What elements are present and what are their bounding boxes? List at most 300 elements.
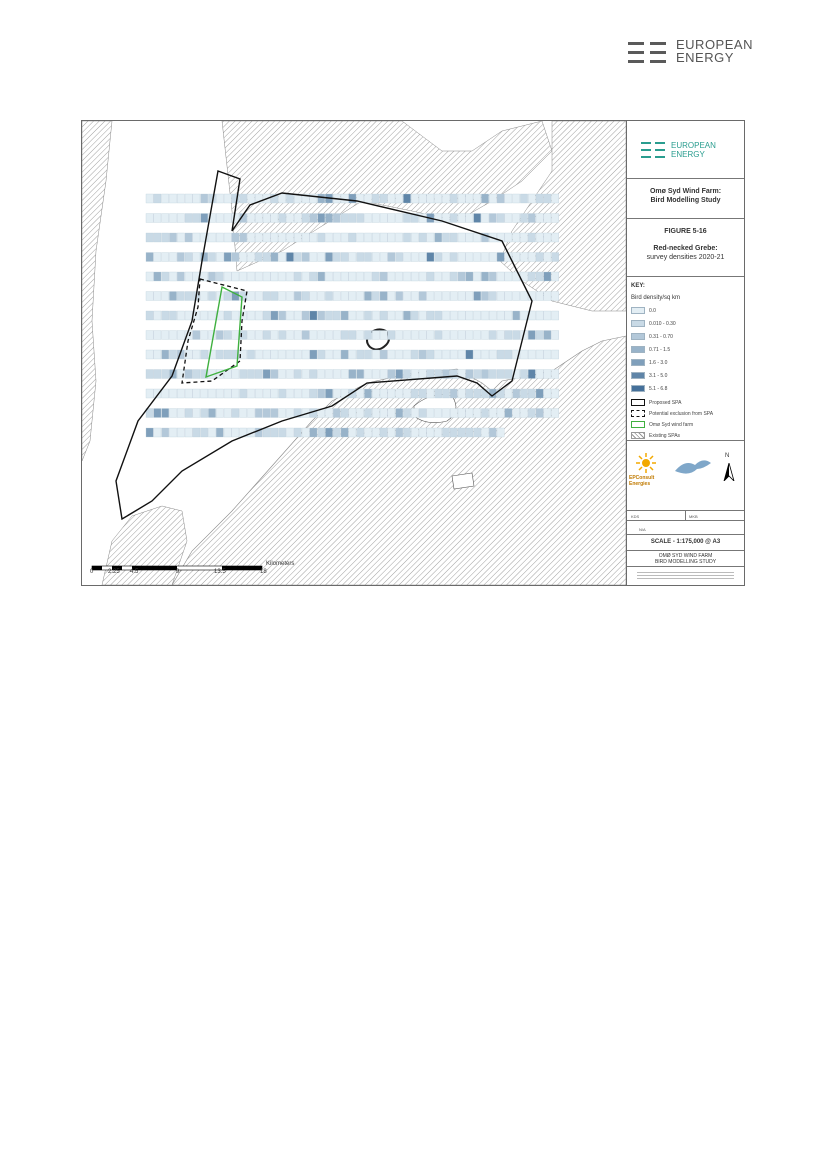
survey-cell [536,409,543,418]
survey-cell [263,331,270,340]
survey-cell [520,233,527,242]
survey-cell [435,233,442,242]
survey-cell [177,409,184,418]
survey-cell [497,214,504,223]
survey-cell [232,409,239,418]
survey-cell [201,331,208,340]
survey-cell [154,370,161,379]
survey-cell [481,350,488,359]
survey-cell [146,311,153,320]
survey-cell [279,214,286,223]
survey-cell [520,370,527,379]
survey-cell [450,233,457,242]
survey-cell [419,253,426,262]
survey-cell [185,253,192,262]
scale-tick-1: 2.25 [108,569,120,575]
survey-cell [201,409,208,418]
survey-cell [388,370,395,379]
survey-cell [325,350,332,359]
survey-cell [520,253,527,262]
survey-cell [388,292,395,301]
survey-cell [247,389,254,398]
survey-cell [357,428,364,437]
survey-cell [232,233,239,242]
panel-logo-line1: EUROPEAN [671,141,716,150]
survey-cell [528,233,535,242]
survey-cell [411,350,418,359]
survey-cell [458,331,465,340]
density-swatch [631,333,645,340]
survey-cell [411,253,418,262]
survey-cell [279,292,286,301]
survey-cell [536,389,543,398]
survey-cell [310,292,317,301]
survey-cell [318,272,325,281]
survey-cell [341,272,348,281]
survey-cell [310,428,317,437]
survey-cell [169,233,176,242]
survey-cell [263,389,270,398]
panel-title-box [627,179,744,219]
survey-cell [271,292,278,301]
survey-cell [372,233,379,242]
survey-cell [419,350,426,359]
survey-cell [325,409,332,418]
survey-cell [154,311,161,320]
survey-cell [302,253,309,262]
survey-cell [333,370,340,379]
survey-cell [489,292,496,301]
density-label: 3.1 - 5.0 [649,373,668,379]
survey-cell [403,331,410,340]
survey-cell [224,194,231,203]
survey-cell [481,370,488,379]
survey-cell [162,331,169,340]
survey-cell [427,253,434,262]
survey-cell [481,214,488,223]
survey-cell [146,370,153,379]
scale-tick-4: 13.5 [214,569,226,575]
survey-cell [419,292,426,301]
survey-cell [201,350,208,359]
survey-cell [520,409,527,418]
survey-cell [497,272,504,281]
survey-cell [372,272,379,281]
survey-cell [435,331,442,340]
survey-cell [146,292,153,301]
survey-cell [177,311,184,320]
survey-cell [380,389,387,398]
survey-cell [450,214,457,223]
survey-cell [349,214,356,223]
survey-cell [552,272,559,281]
survey-cell [286,233,293,242]
survey-cell [201,292,208,301]
survey-cell [325,233,332,242]
survey-cell [349,331,356,340]
survey-cell [177,214,184,223]
survey-cell [154,194,161,203]
survey-cell [349,253,356,262]
survey-cell [466,233,473,242]
survey-cell [185,428,192,437]
survey-cell [247,194,254,203]
survey-cell [318,389,325,398]
survey-cell [450,194,457,203]
survey-cell [271,272,278,281]
survey-cell [442,292,449,301]
survey-cell [364,350,371,359]
survey-cell [177,331,184,340]
survey-cell [201,214,208,223]
survey-cell [411,194,418,203]
survey-cell [419,311,426,320]
survey-cell [169,292,176,301]
survey-cell [224,272,231,281]
survey-cell [552,233,559,242]
survey-cell [528,331,535,340]
survey-cell [271,214,278,223]
survey-cell [489,409,496,418]
survey-cell [513,233,520,242]
survey-cell [162,194,169,203]
survey-cell [474,233,481,242]
survey-cell [544,194,551,203]
scale-text: SCALE - 1:175,000 @ A3 [650,539,721,545]
survey-cell [201,389,208,398]
survey-cell [255,292,262,301]
survey-cell [489,331,496,340]
panel-key-box [627,277,744,441]
survey-cell [232,272,239,281]
survey-cell [263,233,270,242]
survey-cell [255,233,262,242]
survey-cell [146,331,153,340]
density-label: 0.31 - 0.70 [649,334,673,340]
survey-cell [185,409,192,418]
survey-cell [216,233,223,242]
survey-cell [364,233,371,242]
survey-cell [224,214,231,223]
panel-logo-line2: ENERGY [671,150,705,159]
survey-cell [310,253,317,262]
survey-cell [325,331,332,340]
survey-cell [552,389,559,398]
scale-tick-3: 9 [176,569,180,575]
density-heading: Bird density/sq km [631,295,681,301]
survey-cell [419,233,426,242]
survey-cell [185,272,192,281]
survey-cell [349,292,356,301]
survey-cell [185,214,192,223]
survey-cell [208,428,215,437]
survey-cell [294,331,301,340]
survey-cell [271,350,278,359]
survey-cell [255,253,262,262]
survey-cell [263,272,270,281]
survey-cell [247,409,254,418]
survey-cell [528,370,535,379]
survey-cell [146,389,153,398]
panel-drawn-box [627,511,744,521]
survey-cell [396,428,403,437]
survey-cell [232,253,239,262]
survey-cell [552,311,559,320]
survey-cell [505,292,512,301]
survey-cell [442,311,449,320]
survey-cell [318,292,325,301]
survey-cell [341,311,348,320]
survey-cell [263,292,270,301]
survey-cell [154,350,161,359]
survey-cell [341,253,348,262]
survey-cell [403,214,410,223]
survey-cell [286,331,293,340]
survey-cell [536,233,543,242]
survey-cell [411,370,418,379]
survey-cell [146,233,153,242]
survey-cell [372,428,379,437]
survey-cell [474,272,481,281]
survey-cell [513,389,520,398]
survey-cell [169,311,176,320]
survey-cell [286,370,293,379]
survey-cell [279,194,286,203]
survey-cell [364,253,371,262]
figure-number: FIGURE 5-16 [664,228,707,235]
survey-cell [302,214,309,223]
survey-cell [216,428,223,437]
survey-cell [247,253,254,262]
survey-cell [536,194,543,203]
survey-cell [162,370,169,379]
survey-cell [286,409,293,418]
survey-cell [427,233,434,242]
survey-cell [240,370,247,379]
survey-cell [552,350,559,359]
survey-cell [411,292,418,301]
survey-cell [466,350,473,359]
survey-cell [489,370,496,379]
survey-cell [341,214,348,223]
survey-cell [380,350,387,359]
survey-cell [419,370,426,379]
survey-cell [169,350,176,359]
survey-cell [294,370,301,379]
survey-cell [466,253,473,262]
project-line1: OMØ SYD WIND FARM [658,553,713,559]
survey-cell [552,409,559,418]
survey-cell [357,409,364,418]
boundary-swatch [631,432,645,439]
survey-cell [240,389,247,398]
survey-cell [333,272,340,281]
density-legend-item [631,307,656,315]
survey-cell [552,292,559,301]
survey-cell [505,214,512,223]
density-label: 5.1 - 6.8 [649,386,668,392]
survey-cell [403,272,410,281]
survey-cell [318,370,325,379]
survey-cell [489,350,496,359]
survey-cell [279,311,286,320]
survey-cell [396,331,403,340]
survey-cell [208,233,215,242]
survey-cell [333,331,340,340]
survey-cell [435,272,442,281]
survey-cell [528,194,535,203]
survey-cell [552,253,559,262]
survey-cell [396,311,403,320]
survey-cell [169,194,176,203]
survey-cell [497,428,504,437]
survey-cell [513,311,520,320]
survey-cell [474,370,481,379]
survey-cell [411,409,418,418]
survey-cell [333,253,340,262]
survey-cell [201,194,208,203]
survey-cell [349,428,356,437]
survey-cell [380,370,387,379]
survey-cell [544,331,551,340]
survey-cell [466,214,473,223]
survey-cell [318,428,325,437]
survey-cell [286,272,293,281]
survey-cell [169,331,176,340]
survey-cell [520,311,527,320]
survey-cell [177,253,184,262]
survey-cell [357,370,364,379]
survey-cell [513,292,520,301]
survey-cell [216,350,223,359]
survey-cell [279,370,286,379]
survey-cell [302,389,309,398]
survey-cell [318,194,325,203]
survey-cell [481,272,488,281]
survey-cell [403,428,410,437]
survey-cell [271,331,278,340]
survey-cell [419,214,426,223]
survey-cell [185,233,192,242]
survey-cell [372,292,379,301]
logo-text-line2: ENERGY [676,50,734,65]
survey-cell [435,292,442,301]
figure-title-line2: Bird Modelling Study [650,197,721,204]
survey-cell [536,253,543,262]
survey-cell [411,389,418,398]
survey-cell [427,389,434,398]
survey-cell [528,409,535,418]
survey-cell [193,194,200,203]
survey-cell [271,409,278,418]
survey-cell [318,311,325,320]
survey-cell [208,253,215,262]
survey-cell [396,350,403,359]
survey-cell [364,428,371,437]
survey-cell [513,409,520,418]
survey-cell [224,311,231,320]
survey-cell [247,350,254,359]
survey-cell [396,194,403,203]
survey-cell [364,389,371,398]
survey-cell [466,370,473,379]
survey-cell [497,350,504,359]
survey-cell [154,253,161,262]
survey-cell [544,389,551,398]
survey-cell [146,272,153,281]
survey-cell [169,389,176,398]
survey-cell [380,194,387,203]
scale-tick-2: 4.5 [130,569,139,575]
survey-cell [372,331,379,340]
survey-cell [536,311,543,320]
survey-cell [364,311,371,320]
survey-cell [474,389,481,398]
survey-cell [341,331,348,340]
survey-cell [450,331,457,340]
survey-cell [474,311,481,320]
survey-cell [427,272,434,281]
survey-cell [216,253,223,262]
survey-cell [169,428,176,437]
survey-cell [216,409,223,418]
survey-cell [513,214,520,223]
survey-cell [388,194,395,203]
survey-cell [341,370,348,379]
survey-cell [357,272,364,281]
survey-cell [341,292,348,301]
survey-cell [357,350,364,359]
survey-cell [247,292,254,301]
survey-cell [458,214,465,223]
title-block-panel [627,121,744,585]
boundary-swatch [631,421,645,428]
survey-cell [247,233,254,242]
survey-cell [154,292,161,301]
survey-cell [333,428,340,437]
density-label: 0.010 - 0.30 [649,321,676,327]
survey-cell [528,253,535,262]
survey-cell [388,409,395,418]
survey-cell [208,311,215,320]
survey-cell [450,428,457,437]
survey-cell [341,233,348,242]
survey-cell [380,428,387,437]
survey-cell [302,292,309,301]
survey-cell [146,253,153,262]
survey-cell [279,428,286,437]
survey-cell [372,194,379,203]
survey-cell [294,389,301,398]
survey-cell [224,389,231,398]
survey-cell [325,292,332,301]
density-swatch [631,307,645,314]
survey-cell [427,311,434,320]
survey-cell [240,194,247,203]
survey-cell [310,350,317,359]
survey-cell [528,272,535,281]
survey-cell [216,194,223,203]
panel-logo-bars-icon [641,141,667,159]
survey-cell [310,214,317,223]
density-legend-item [631,320,676,328]
survey-cell [372,350,379,359]
survey-cell [497,253,504,262]
survey-cell [216,214,223,223]
boundary-label: Omø Syd wind farm [649,422,694,428]
survey-cell [146,350,153,359]
survey-cell [232,311,239,320]
